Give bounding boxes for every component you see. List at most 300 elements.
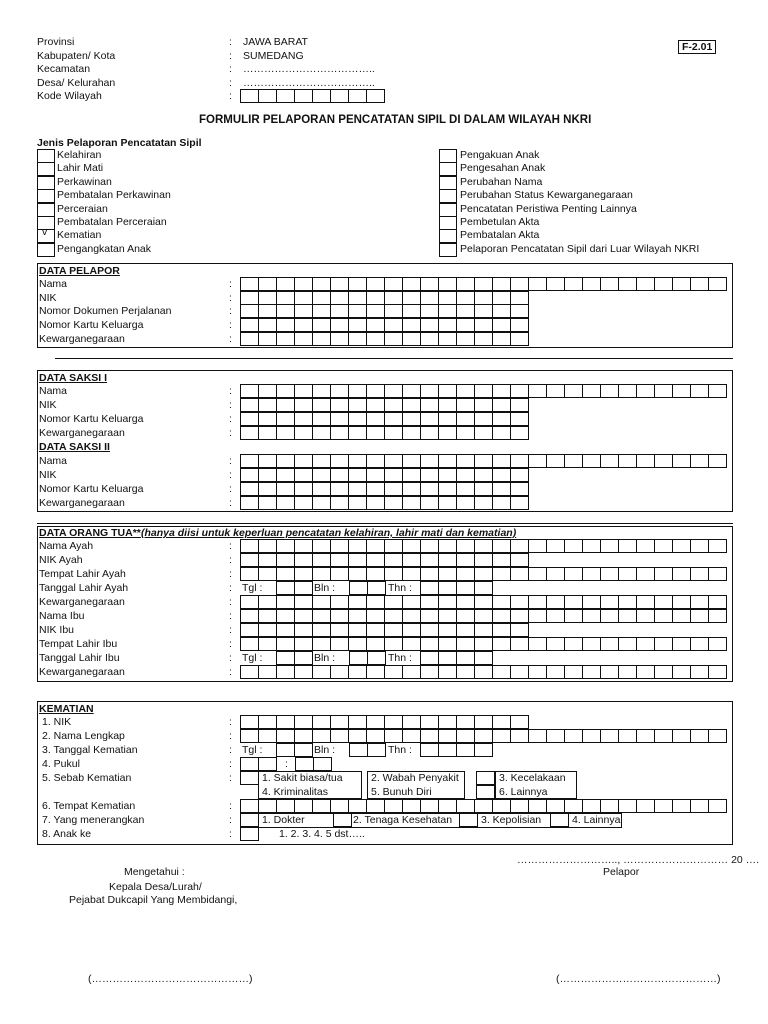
data-pelapor-cell[interactable] (348, 332, 367, 346)
data-pelapor-cell[interactable] (420, 318, 439, 332)
data-pelapor-cell[interactable] (330, 332, 349, 346)
bln-cell[interactable] (367, 743, 386, 757)
data-orang-tua-cell[interactable] (330, 637, 349, 651)
data-pelapor-cell[interactable] (402, 318, 421, 332)
tempat-kematian-cell[interactable] (564, 799, 583, 813)
data-pelapor-cell[interactable] (294, 318, 313, 332)
data-orang-tua-cell[interactable] (672, 567, 691, 581)
data-orang-tua-cell[interactable] (312, 623, 331, 637)
tempat-kematian-cell[interactable] (636, 799, 655, 813)
data-saksi-1-cell[interactable] (384, 384, 403, 398)
data-saksi-2-cell[interactable] (618, 454, 637, 468)
data-orang-tua-cell[interactable] (312, 553, 331, 567)
data-orang-tua-cell[interactable] (474, 553, 493, 567)
data-pelapor-cell[interactable] (438, 332, 457, 346)
data-pelapor-cell[interactable] (618, 277, 637, 291)
data-pelapor-cell[interactable] (348, 277, 367, 291)
kematian-nik-cell[interactable] (258, 715, 277, 729)
data-saksi-1-cell[interactable] (492, 398, 511, 412)
kematian-nik-cell[interactable] (474, 715, 493, 729)
data-orang-tua-cell[interactable] (330, 539, 349, 553)
data-pelapor-cell[interactable] (384, 318, 403, 332)
data-orang-tua-cell[interactable] (492, 567, 511, 581)
thn-cell[interactable] (438, 743, 457, 757)
data-pelapor-cell[interactable] (492, 277, 511, 291)
data-saksi-1-cell[interactable] (474, 384, 493, 398)
data-saksi-2-cell[interactable] (474, 496, 493, 510)
data-orang-tua-cell[interactable] (546, 637, 565, 651)
data-orang-tua-cell[interactable] (636, 609, 655, 623)
data-saksi-1-cell[interactable] (258, 426, 277, 440)
data-saksi-1-cell[interactable] (258, 398, 277, 412)
data-saksi-1-cell[interactable] (474, 398, 493, 412)
data-saksi-1-cell[interactable] (456, 426, 475, 440)
jenis-right-checkbox[interactable] (439, 189, 457, 203)
data-saksi-2-cell[interactable] (510, 482, 529, 496)
kematian-nama-cell[interactable] (654, 729, 673, 743)
data-orang-tua-cell[interactable] (654, 665, 673, 679)
data-orang-tua-cell[interactable] (492, 637, 511, 651)
data-orang-tua-cell[interactable] (708, 609, 727, 623)
data-saksi-2-cell[interactable] (510, 468, 529, 482)
data-orang-tua-cell[interactable] (384, 539, 403, 553)
data-orang-tua-cell[interactable] (636, 595, 655, 609)
data-orang-tua-cell[interactable] (348, 623, 367, 637)
data-pelapor-cell[interactable] (510, 332, 529, 346)
data-saksi-1-cell[interactable] (240, 384, 259, 398)
data-saksi-1-cell[interactable] (636, 384, 655, 398)
data-orang-tua-cell[interactable] (366, 553, 385, 567)
data-pelapor-cell[interactable] (438, 291, 457, 305)
data-saksi-1-cell[interactable] (384, 398, 403, 412)
data-pelapor-cell[interactable] (456, 318, 475, 332)
data-orang-tua-cell[interactable] (384, 553, 403, 567)
data-orang-tua-cell[interactable] (384, 595, 403, 609)
data-pelapor-cell[interactable] (366, 304, 385, 318)
tempat-kematian-cell[interactable] (312, 799, 331, 813)
thn-cell[interactable] (438, 581, 457, 595)
kematian-nik-cell[interactable] (420, 715, 439, 729)
data-saksi-2-cell[interactable] (672, 454, 691, 468)
data-pelapor-cell[interactable] (474, 318, 493, 332)
data-orang-tua-cell[interactable] (636, 567, 655, 581)
data-orang-tua-cell[interactable] (690, 609, 709, 623)
data-orang-tua-cell[interactable] (366, 595, 385, 609)
data-saksi-1-cell[interactable] (348, 426, 367, 440)
data-orang-tua-cell[interactable] (258, 623, 277, 637)
data-orang-tua-cell[interactable] (600, 637, 619, 651)
data-saksi-1-cell[interactable] (528, 384, 547, 398)
kematian-nik-cell[interactable] (366, 715, 385, 729)
data-orang-tua-cell[interactable] (546, 567, 565, 581)
kematian-nama-cell[interactable] (582, 729, 601, 743)
data-saksi-1-cell[interactable] (276, 426, 295, 440)
data-saksi-2-cell[interactable] (312, 468, 331, 482)
kode-wilayah-cell[interactable] (348, 89, 367, 103)
data-orang-tua-cell[interactable] (600, 539, 619, 553)
data-saksi-1-cell[interactable] (708, 384, 727, 398)
data-orang-tua-cell[interactable] (366, 539, 385, 553)
data-orang-tua-cell[interactable] (438, 665, 457, 679)
data-pelapor-cell[interactable] (438, 277, 457, 291)
data-pelapor-cell[interactable] (708, 277, 727, 291)
jenis-right-checkbox[interactable] (439, 216, 457, 230)
data-orang-tua-cell[interactable] (618, 665, 637, 679)
data-pelapor-cell[interactable] (330, 291, 349, 305)
data-saksi-2-cell[interactable] (456, 482, 475, 496)
data-pelapor-cell[interactable] (510, 277, 529, 291)
data-pelapor-cell[interactable] (384, 291, 403, 305)
data-pelapor-cell[interactable] (312, 332, 331, 346)
data-orang-tua-cell[interactable] (528, 665, 547, 679)
data-orang-tua-cell[interactable] (420, 609, 439, 623)
data-orang-tua-cell[interactable] (456, 567, 475, 581)
data-orang-tua-cell[interactable] (672, 609, 691, 623)
data-orang-tua-cell[interactable] (636, 637, 655, 651)
data-orang-tua-cell[interactable] (258, 637, 277, 651)
data-orang-tua-cell[interactable] (276, 665, 295, 679)
jenis-left-checkbox[interactable] (37, 149, 55, 163)
data-saksi-2-cell[interactable] (348, 454, 367, 468)
data-pelapor-cell[interactable] (240, 277, 259, 291)
data-orang-tua-cell[interactable] (690, 539, 709, 553)
data-orang-tua-cell[interactable] (654, 567, 673, 581)
data-orang-tua-cell[interactable] (240, 567, 259, 581)
bln-cell[interactable] (367, 581, 386, 595)
data-orang-tua-cell[interactable] (330, 623, 349, 637)
data-orang-tua-cell[interactable] (312, 567, 331, 581)
tempat-kematian-cell[interactable] (474, 799, 493, 813)
data-orang-tua-cell[interactable] (348, 567, 367, 581)
kode-wilayah-cell[interactable] (240, 89, 259, 103)
data-orang-tua-cell[interactable] (474, 609, 493, 623)
data-orang-tua-cell[interactable] (312, 665, 331, 679)
data-saksi-2-cell[interactable] (312, 482, 331, 496)
data-saksi-1-cell[interactable] (330, 384, 349, 398)
tempat-kematian-cell[interactable] (438, 799, 457, 813)
data-pelapor-cell[interactable] (654, 277, 673, 291)
data-orang-tua-cell[interactable] (654, 595, 673, 609)
kematian-nik-cell[interactable] (276, 715, 295, 729)
data-saksi-2-cell[interactable] (582, 454, 601, 468)
data-saksi-2-cell[interactable] (546, 454, 565, 468)
data-pelapor-cell[interactable] (312, 318, 331, 332)
data-orang-tua-cell[interactable] (672, 539, 691, 553)
data-orang-tua-cell[interactable] (258, 553, 277, 567)
data-pelapor-cell[interactable] (474, 304, 493, 318)
data-saksi-2-cell[interactable] (438, 468, 457, 482)
data-saksi-1-cell[interactable] (312, 412, 331, 426)
tempat-kematian-cell[interactable] (366, 799, 385, 813)
data-orang-tua-cell[interactable] (366, 637, 385, 651)
data-pelapor-cell[interactable] (438, 318, 457, 332)
tgl-cell[interactable] (294, 743, 313, 757)
data-saksi-1-cell[interactable] (294, 426, 313, 440)
data-pelapor-cell[interactable] (492, 332, 511, 346)
data-orang-tua-cell[interactable] (240, 665, 259, 679)
data-saksi-1-cell[interactable] (384, 426, 403, 440)
data-orang-tua-cell[interactable] (636, 665, 655, 679)
data-orang-tua-cell[interactable] (240, 609, 259, 623)
data-saksi-1-cell[interactable] (366, 398, 385, 412)
data-saksi-1-cell[interactable] (438, 426, 457, 440)
kematian-nik-cell[interactable] (402, 715, 421, 729)
data-saksi-1-cell[interactable] (690, 384, 709, 398)
tempat-kematian-cell[interactable] (348, 799, 367, 813)
data-saksi-2-cell[interactable] (420, 468, 439, 482)
kematian-nama-cell[interactable] (276, 729, 295, 743)
data-saksi-1-cell[interactable] (474, 412, 493, 426)
tempat-kematian-cell[interactable] (258, 799, 277, 813)
data-orang-tua-cell[interactable] (420, 665, 439, 679)
data-orang-tua-cell[interactable] (402, 567, 421, 581)
tgl-cell[interactable] (276, 651, 295, 665)
data-pelapor-cell[interactable] (240, 304, 259, 318)
data-saksi-1-cell[interactable] (348, 384, 367, 398)
data-orang-tua-cell[interactable] (402, 595, 421, 609)
data-pelapor-cell[interactable] (456, 304, 475, 318)
data-pelapor-cell[interactable] (690, 277, 709, 291)
data-saksi-2-cell[interactable] (528, 454, 547, 468)
kematian-nama-cell[interactable] (258, 729, 277, 743)
data-saksi-2-cell[interactable] (312, 454, 331, 468)
data-saksi-1-cell[interactable] (456, 398, 475, 412)
pukul-cell[interactable] (258, 757, 277, 771)
data-saksi-2-cell[interactable] (240, 482, 259, 496)
tgl-cell[interactable] (294, 651, 313, 665)
tempat-kematian-cell[interactable] (582, 799, 601, 813)
data-orang-tua-cell[interactable] (708, 567, 727, 581)
kematian-nama-cell[interactable] (600, 729, 619, 743)
data-saksi-2-cell[interactable] (294, 496, 313, 510)
data-orang-tua-cell[interactable] (420, 567, 439, 581)
data-pelapor-cell[interactable] (438, 304, 457, 318)
data-saksi-1-cell[interactable] (312, 384, 331, 398)
thn-cell[interactable] (420, 651, 439, 665)
data-orang-tua-cell[interactable] (438, 637, 457, 651)
tempat-kematian-cell[interactable] (456, 799, 475, 813)
data-saksi-1-cell[interactable] (348, 398, 367, 412)
data-orang-tua-cell[interactable] (708, 637, 727, 651)
kematian-nik-cell[interactable] (492, 715, 511, 729)
data-orang-tua-cell[interactable] (276, 623, 295, 637)
jenis-left-checkbox[interactable] (37, 162, 55, 176)
kematian-nama-cell[interactable] (240, 729, 259, 743)
data-orang-tua-cell[interactable] (600, 595, 619, 609)
data-orang-tua-cell[interactable] (546, 595, 565, 609)
kematian-nama-cell[interactable] (528, 729, 547, 743)
kematian-nama-cell[interactable] (330, 729, 349, 743)
data-saksi-1-cell[interactable] (294, 398, 313, 412)
data-saksi-1-cell[interactable] (366, 412, 385, 426)
data-pelapor-cell[interactable] (258, 277, 277, 291)
data-orang-tua-cell[interactable] (582, 567, 601, 581)
data-orang-tua-cell[interactable] (564, 539, 583, 553)
kematian-nama-cell[interactable] (636, 729, 655, 743)
data-saksi-1-cell[interactable] (420, 426, 439, 440)
data-saksi-1-cell[interactable] (366, 384, 385, 398)
data-saksi-1-cell[interactable] (384, 412, 403, 426)
data-saksi-2-cell[interactable] (294, 454, 313, 468)
data-orang-tua-cell[interactable] (510, 637, 529, 651)
data-saksi-1-cell[interactable] (402, 426, 421, 440)
data-orang-tua-cell[interactable] (402, 623, 421, 637)
data-orang-tua-cell[interactable] (528, 609, 547, 623)
tempat-kematian-cell[interactable] (510, 799, 529, 813)
data-orang-tua-cell[interactable] (636, 539, 655, 553)
data-saksi-2-cell[interactable] (708, 454, 727, 468)
pukul-cell[interactable] (240, 757, 259, 771)
data-pelapor-cell[interactable] (510, 304, 529, 318)
kematian-nama-cell[interactable] (708, 729, 727, 743)
data-orang-tua-cell[interactable] (690, 665, 709, 679)
thn-cell[interactable] (420, 581, 439, 595)
data-saksi-2-cell[interactable] (258, 482, 277, 496)
tempat-kematian-cell[interactable] (492, 799, 511, 813)
data-saksi-1-cell[interactable] (240, 426, 259, 440)
data-orang-tua-cell[interactable] (456, 623, 475, 637)
data-pelapor-cell[interactable] (366, 332, 385, 346)
data-orang-tua-cell[interactable] (690, 637, 709, 651)
data-orang-tua-cell[interactable] (456, 665, 475, 679)
data-orang-tua-cell[interactable] (384, 665, 403, 679)
tempat-kematian-cell[interactable] (240, 799, 259, 813)
data-pelapor-cell[interactable] (276, 304, 295, 318)
data-orang-tua-cell[interactable] (654, 539, 673, 553)
data-orang-tua-cell[interactable] (456, 595, 475, 609)
data-orang-tua-cell[interactable] (330, 567, 349, 581)
data-orang-tua-cell[interactable] (456, 609, 475, 623)
data-pelapor-cell[interactable] (510, 291, 529, 305)
kematian-nama-cell[interactable] (456, 729, 475, 743)
data-orang-tua-cell[interactable] (402, 539, 421, 553)
data-pelapor-cell[interactable] (258, 332, 277, 346)
data-orang-tua-cell[interactable] (546, 665, 565, 679)
data-saksi-2-cell[interactable] (330, 482, 349, 496)
data-saksi-2-cell[interactable] (366, 468, 385, 482)
kode-wilayah-cell[interactable] (258, 89, 277, 103)
data-orang-tua-cell[interactable] (258, 609, 277, 623)
data-saksi-1-cell[interactable] (312, 398, 331, 412)
kematian-nama-cell[interactable] (366, 729, 385, 743)
thn-cell[interactable] (474, 743, 493, 757)
data-orang-tua-cell[interactable] (510, 623, 529, 637)
data-saksi-2-cell[interactable] (402, 482, 421, 496)
tempat-kematian-cell[interactable] (330, 799, 349, 813)
bln-cell[interactable] (349, 743, 368, 757)
data-saksi-2-cell[interactable] (492, 496, 511, 510)
data-saksi-2-cell[interactable] (600, 454, 619, 468)
data-orang-tua-cell[interactable] (708, 539, 727, 553)
jenis-right-checkbox[interactable] (439, 243, 457, 257)
data-orang-tua-cell[interactable] (582, 609, 601, 623)
data-saksi-2-cell[interactable] (366, 482, 385, 496)
thn-cell[interactable] (456, 743, 475, 757)
data-pelapor-cell[interactable] (474, 332, 493, 346)
bln-cell[interactable] (349, 651, 368, 665)
data-orang-tua-cell[interactable] (456, 539, 475, 553)
data-saksi-2-cell[interactable] (510, 496, 529, 510)
data-saksi-2-cell[interactable] (492, 454, 511, 468)
bln-cell[interactable] (349, 581, 368, 595)
data-pelapor-cell[interactable] (564, 277, 583, 291)
data-orang-tua-cell[interactable] (492, 623, 511, 637)
data-pelapor-cell[interactable] (420, 291, 439, 305)
data-orang-tua-cell[interactable] (564, 595, 583, 609)
data-saksi-1-cell[interactable] (312, 426, 331, 440)
data-saksi-2-cell[interactable] (276, 468, 295, 482)
data-pelapor-cell[interactable] (474, 291, 493, 305)
jenis-right-checkbox[interactable] (439, 149, 457, 163)
data-orang-tua-cell[interactable] (654, 609, 673, 623)
data-orang-tua-cell[interactable] (348, 595, 367, 609)
kematian-nik-cell[interactable] (240, 715, 259, 729)
data-pelapor-cell[interactable] (672, 277, 691, 291)
data-orang-tua-cell[interactable] (474, 595, 493, 609)
data-saksi-2-cell[interactable] (438, 496, 457, 510)
data-pelapor-cell[interactable] (456, 277, 475, 291)
data-orang-tua-cell[interactable] (618, 637, 637, 651)
data-orang-tua-cell[interactable] (330, 553, 349, 567)
kematian-nama-cell[interactable] (294, 729, 313, 743)
data-saksi-2-cell[interactable] (258, 454, 277, 468)
data-saksi-1-cell[interactable] (330, 398, 349, 412)
data-pelapor-cell[interactable] (492, 318, 511, 332)
data-orang-tua-cell[interactable] (384, 609, 403, 623)
data-orang-tua-cell[interactable] (564, 609, 583, 623)
data-orang-tua-cell[interactable] (366, 665, 385, 679)
tempat-kematian-cell[interactable] (402, 799, 421, 813)
jenis-left-checkbox[interactable] (37, 203, 55, 217)
data-pelapor-cell[interactable] (312, 277, 331, 291)
sebab-checkbox[interactable] (476, 771, 495, 785)
data-pelapor-cell[interactable] (402, 304, 421, 318)
data-orang-tua-cell[interactable] (564, 637, 583, 651)
data-saksi-2-cell[interactable] (690, 454, 709, 468)
tempat-kematian-cell[interactable] (276, 799, 295, 813)
data-orang-tua-cell[interactable] (618, 595, 637, 609)
data-orang-tua-cell[interactable] (240, 539, 259, 553)
data-pelapor-cell[interactable] (384, 332, 403, 346)
data-saksi-1-cell[interactable] (510, 426, 529, 440)
data-pelapor-cell[interactable] (348, 318, 367, 332)
kematian-nik-cell[interactable] (456, 715, 475, 729)
data-saksi-1-cell[interactable] (618, 384, 637, 398)
data-saksi-1-cell[interactable] (348, 412, 367, 426)
data-pelapor-cell[interactable] (456, 332, 475, 346)
data-saksi-1-cell[interactable] (258, 412, 277, 426)
data-saksi-1-cell[interactable] (420, 412, 439, 426)
data-saksi-2-cell[interactable] (330, 496, 349, 510)
data-saksi-1-cell[interactable] (240, 412, 259, 426)
data-saksi-2-cell[interactable] (294, 468, 313, 482)
kematian-nama-cell[interactable] (618, 729, 637, 743)
data-orang-tua-cell[interactable] (258, 567, 277, 581)
data-saksi-1-cell[interactable] (438, 384, 457, 398)
data-orang-tua-cell[interactable] (546, 539, 565, 553)
data-saksi-2-cell[interactable] (384, 496, 403, 510)
data-orang-tua-cell[interactable] (330, 609, 349, 623)
data-pelapor-cell[interactable] (240, 291, 259, 305)
data-pelapor-cell[interactable] (294, 304, 313, 318)
kematian-nama-cell[interactable] (438, 729, 457, 743)
kematian-nama-cell[interactable] (312, 729, 331, 743)
data-orang-tua-cell[interactable] (330, 665, 349, 679)
tempat-kematian-cell[interactable] (546, 799, 565, 813)
data-pelapor-cell[interactable] (276, 332, 295, 346)
data-saksi-2-cell[interactable] (492, 468, 511, 482)
data-pelapor-cell[interactable] (348, 291, 367, 305)
